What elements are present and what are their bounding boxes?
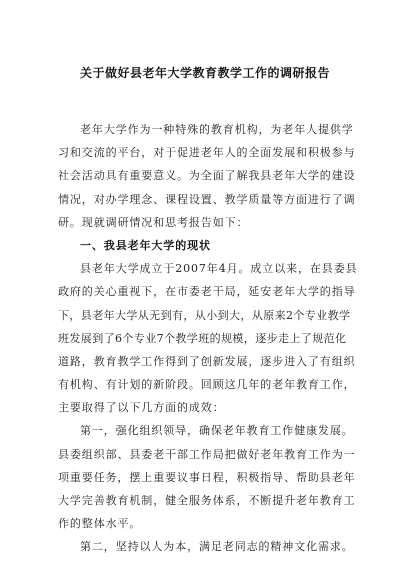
- paragraph-line: 政府的关心重视下，在市委老干局，延安老年大学的指导: [58, 285, 356, 299]
- paragraph-line: 县委组织部、县委老干部工作局把做好老年教育工作为一: [58, 447, 356, 461]
- paragraph-line: 项重要任务，摆上重要议事日程，积极指导、帮助县老年: [58, 470, 356, 484]
- paragraph-line: 作的整体水平。: [58, 517, 142, 531]
- section-heading: 一、我县老年大学的现状: [80, 238, 211, 252]
- document-title: 关于做好县老年大学教育教学工作的调研报告: [79, 66, 330, 80]
- paragraph-line: 习和交流的平台，对于促进老年人的全面发展和积极参与: [58, 146, 356, 160]
- document-body: [58, 118, 358, 559]
- paragraph-line: 社会活动具有重要意义。为全面了解我县老年大学的建设: [58, 169, 356, 183]
- paragraph-line: 大学完善教育机制，健全服务体系，不断提升老年教育工: [58, 494, 356, 507]
- paragraph-line: 县老年大学成立于2007年4月。成立以来，在县委县: [80, 262, 358, 276]
- paragraph-line: 老年大学作为一种特殊的教育机构，为老年人提供学: [80, 123, 354, 136]
- paragraph-line: 主要取得了以下几方面的成效：: [58, 401, 225, 415]
- paragraph-line: 有机构、有计划的新阶段。回顾这几年的老年教育工作，: [58, 378, 356, 392]
- paragraph-line: 第二，坚持以人为本，满足老同志的精神文化需求。: [80, 540, 354, 554]
- paragraph-line: 道路，教育教学工作得到了创新发展，逐步进入了有组织: [58, 354, 356, 368]
- paragraph-line: 情况，对办学理念、课程设置、教学质量等方面进行了调: [58, 192, 356, 206]
- paragraph-line: 班发展到了6个专业7个教学班的规模，逐步走上了规范化: [58, 331, 347, 345]
- paragraph-line: 第一，强化组织领导，确保老年教育工作健康发展。: [80, 424, 354, 438]
- paragraph-line: 研。现就调研情况和思考报告如下：: [58, 215, 249, 229]
- paragraph-line: 下，县老年大学从无到有，从小到大，从原来2个专业教学: [58, 308, 351, 322]
